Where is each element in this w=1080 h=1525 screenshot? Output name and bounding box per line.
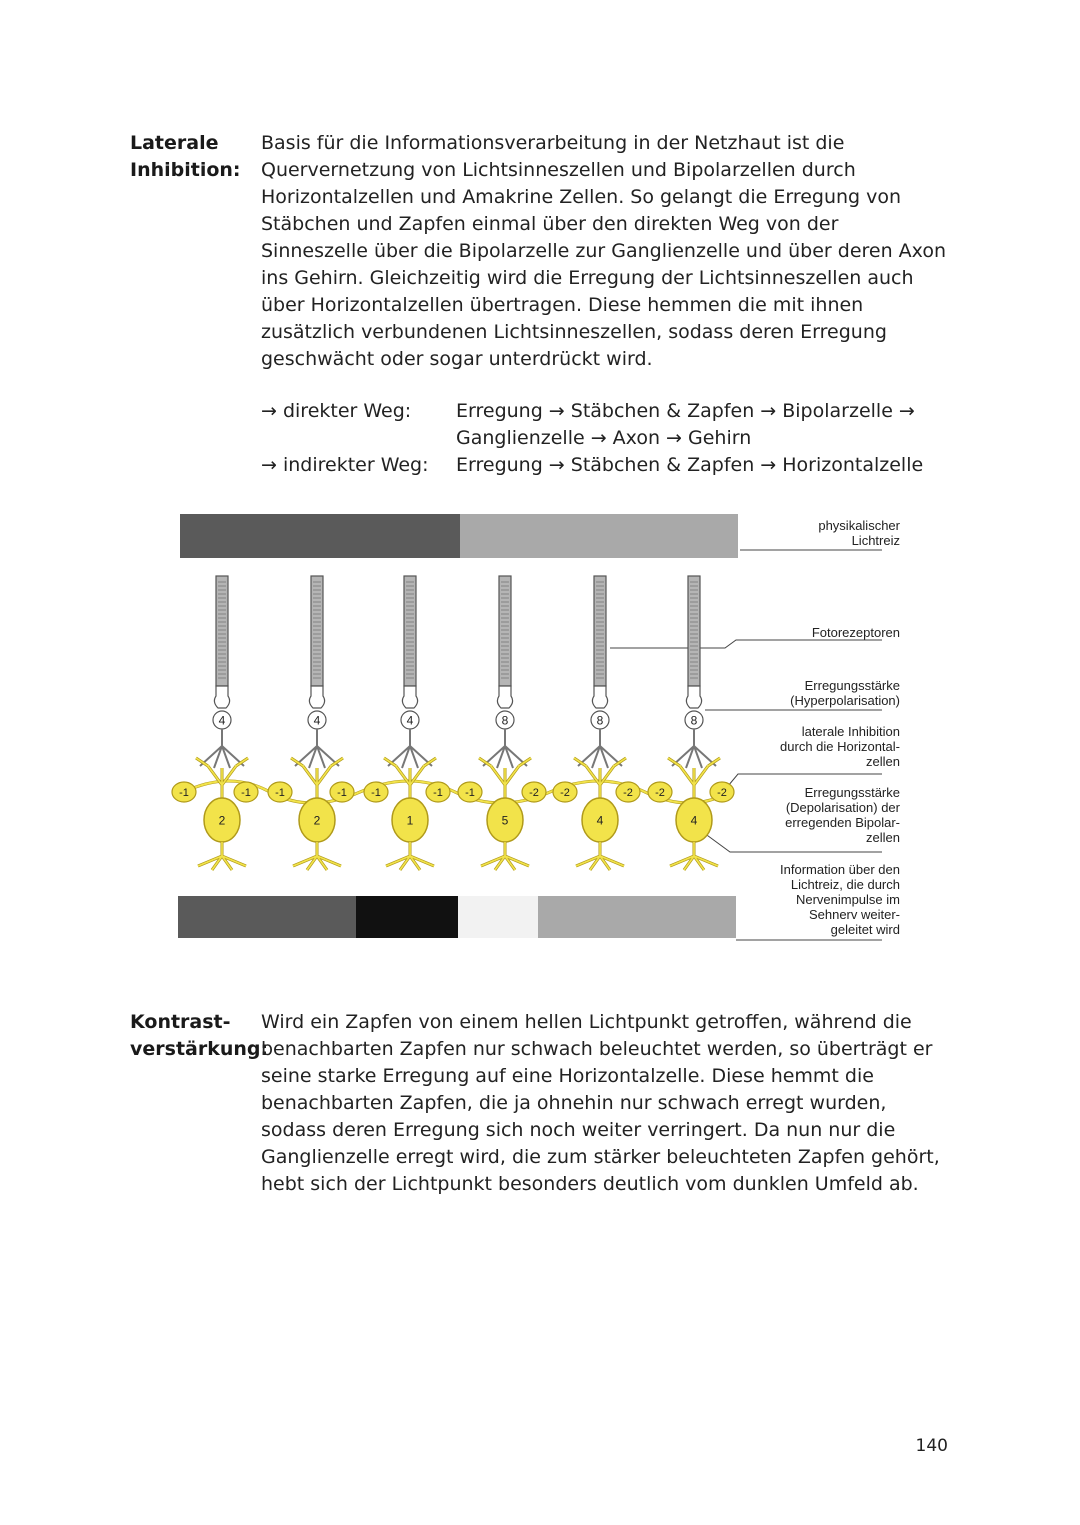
term-line: verstärkung: [130,1038,269,1060]
term-line: Kontrast- [130,1011,231,1033]
lateral-inhibition-paragraph [261,130,951,373]
receptor-value: 8 [596,713,604,728]
label-line: Erregungsstärke [804,678,900,693]
indirect-path-row [261,452,951,479]
inhibition-value: -2 [655,787,665,799]
synaptic-terminal [672,729,716,768]
label-line: (Depolarisation) der [785,800,900,815]
contrast-enhancement-paragraph [261,1009,951,1198]
bipolar-value: 1 [406,813,414,828]
direct-path-row [261,398,951,425]
bipolar-axon-terminal-fill [481,842,529,870]
receptor-value: 4 [406,713,414,728]
inhibition-value: -2 [717,787,727,799]
page-number: 140 [915,1436,948,1456]
term-line: Inhibition: [130,159,241,181]
label-stimulus [818,518,900,548]
label-photoreceptors [812,625,900,640]
photoreceptor-segment [311,576,323,686]
synaptic-terminal [295,729,339,768]
synaptic-terminal [388,729,432,768]
photoreceptor-body [402,686,417,708]
bipolar-value: 4 [690,813,698,828]
label-line: Nervenimpulse im [795,892,900,907]
bipolar-value: 2 [313,813,321,828]
bipolar-value: 4 [596,813,604,828]
label-line: geleitet wird [830,922,900,937]
photoreceptor-segment [216,576,228,686]
stimulus-bar-dark [180,514,460,558]
label-line: zellen [866,830,900,845]
photoreceptor-body [309,686,324,708]
label-line: Sehnerv weiter- [808,907,900,922]
label-line: (Hyperpolarisation) [790,693,900,708]
term-contrast-enhancement [130,1009,268,1063]
label-line: Fotorezeptoren [811,625,900,640]
label-information [780,862,900,937]
direct-path-row-2 [261,425,951,452]
indirect-path-text: Erregung → Stäbchen & Zapfen → Horizontalzelle [456,454,924,476]
inhibition-value: -1 [275,787,285,799]
photoreceptor-segment [404,576,416,686]
inhibition-value: -1 [433,787,443,799]
direct-path-line1: Erregung → Stäbchen & Zapfen → Bipolarzelle → [456,400,915,422]
inhibition-value: -2 [560,787,570,799]
inhibition-value: -1 [241,787,251,799]
synaptic-terminal [200,729,244,768]
label-line: laterale Inhibition [801,724,900,739]
direct-path-label: → direkter Weg: [261,400,412,422]
paragraph-text: Basis für die Informationsverarbeitung in der Netzhaut ist die Quervernetzung von Lichtsinneszellen und Bipolarzellen durch Horizontalzellen und Amakrine Zellen. So gelangt die Erregung von Stäbchen und Zapfen einmal über den direkten Weg von der Sinneszelle über die Bipolarzelle zur Ganglienzelle und über deren Axon ins Gehirn. Gleichzeitig wird die Erregung der Lichtsinneszellen auch über Horizontalzellen übertragen. Diese hemmen die mit ihnen zusätzlich verbundenen Lichtsinneszellen, sodass deren Erregung geschwächt oder sogar unterdrückt wird. [261,132,946,370]
output-bar-light [538,896,736,938]
synaptic-terminal [483,729,527,768]
receptor-value: 8 [501,713,509,728]
synaptic-terminal [578,729,622,768]
inhibition-value: -1 [465,787,475,799]
bipolar-axon-terminal-fill [198,842,246,870]
inhibition-value: -2 [529,787,539,799]
term-lateral-inhibition [130,130,241,184]
photoreceptor-body [214,686,229,708]
label-hyperpolarisation [790,678,900,708]
photoreceptor-body [592,686,607,708]
photoreceptor-segment [688,576,700,686]
label-line: Erregungsstärke [804,785,900,800]
inhibition-value: -1 [371,787,381,799]
leader-photoreceptors [610,640,882,648]
label-line: Lichtreiz, die durch [790,877,900,892]
photoreceptor-segment [499,576,511,686]
inhibition-value: -1 [337,787,347,799]
inhibition-value: -2 [623,787,633,799]
receptor-value: 4 [218,713,226,728]
receptor-value: 8 [690,713,698,728]
direct-path-line2: Ganglienzelle → Axon → Gehirn [456,427,752,449]
paragraph-text: Wird ein Zapfen von einem hellen Lichtpunkt getroffen, während die benachbarten Zapfen nur schwach beleuchtet werden, so überträgt er seine starke Erregung auf eine Horizontalzelle. Diese hemmt die benachbarten Zapfen, die ja ohnehin nur schwach erregt wurden, sodass deren Erregung sich noch weiter verringert. Da nun nur die Ganglienzelle erregt wird, die zum stärker beleuchteten Zapfen gehört, hebt sich der Lichtpunkt besonders deutlich vom dunklen Umfeld ab. [261,1011,940,1195]
stimulus-bar-light [460,514,738,558]
indirect-path-label: → indirekter Weg: [261,454,429,476]
label-depolarisation [785,785,900,845]
bipolar-axon-terminal-fill [576,842,624,870]
photoreceptor-body [497,686,512,708]
label-line: durch die Horizontal- [780,739,900,754]
label-line: erregenden Bipolar- [785,815,900,830]
cell-layer [172,576,734,870]
label-line: Information über den [780,862,900,877]
bipolar-axon-terminal-fill [293,842,341,870]
label-lateral-inhibition [780,724,900,769]
output-bar-dark [178,896,356,938]
inhibition-value: -1 [179,787,189,799]
bipolar-axon-terminal-fill [670,842,718,870]
receptor-value: 4 [313,713,321,728]
label-line: zellen [866,754,900,769]
output-bar-white [458,896,538,938]
term-line: Laterale [130,132,219,154]
retina-diagram [170,500,900,960]
bipolar-value: 5 [501,813,509,828]
bipolar-value: 2 [218,813,226,828]
bipolar-axon-terminal-fill [386,842,434,870]
output-bar-black [356,896,458,938]
photoreceptor-segment [594,576,606,686]
label-line: Lichtreiz [851,533,900,548]
label-line: physikalischer [818,518,900,533]
photoreceptor-body [686,686,701,708]
